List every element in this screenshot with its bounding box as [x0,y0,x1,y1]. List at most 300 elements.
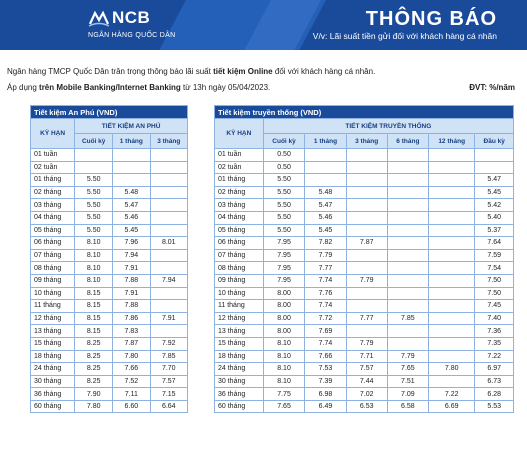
intro-line-1-bold: tiết kiệm Online [213,67,273,76]
rate-cell [428,149,474,162]
table-row [31,186,188,199]
rate-cell: 0.50 [263,161,305,174]
term-cell: 12 tháng [215,312,264,325]
rate-cell: 5.50 [75,174,113,187]
rate-cell: 7.88 [113,274,150,287]
table-row [31,312,188,325]
term-cell: 06 tháng [215,237,264,250]
term-cell: 11 tháng [31,300,75,313]
rate-cell: 8.15 [75,325,113,338]
rate-cell: 7.85 [387,312,428,325]
rate-cell [150,199,187,212]
column-header: 1 tháng [305,134,346,149]
rate-cell: 6.49 [305,400,346,413]
rate-cell: 6.97 [475,363,514,376]
rate-cell: 7.65 [387,363,428,376]
rate-cell: 8.00 [263,312,305,325]
rate-cell: 8.10 [75,262,113,275]
term-cell: 05 tháng [215,224,264,237]
rate-cell: 5.50 [75,211,113,224]
table-row [31,337,188,350]
term-cell: 36 tháng [31,388,75,401]
table-row [31,388,188,401]
rate-cell [346,300,387,313]
table-row [215,211,514,224]
rate-cell: 0.50 [263,149,305,162]
rate-cell: 7.79 [346,274,387,287]
rate-cell [150,262,187,275]
rate-cell: 7.74 [305,337,346,350]
term-cell: 07 tháng [215,249,264,262]
rate-cell [75,161,113,174]
term-cell: 09 tháng [31,274,75,287]
header-banner [0,0,527,50]
rate-cell [428,300,474,313]
table-row [31,211,188,224]
rate-cell: 5.45 [305,224,346,237]
term-cell: 15 tháng [215,337,264,350]
rate-cell: 7.76 [305,287,346,300]
table-title: Tiết kiệm An Phú (VND) [31,106,188,119]
term-cell: 13 tháng [215,325,264,338]
rate-cell: 5.53 [475,400,514,413]
table-row [215,174,514,187]
rate-cell: 5.48 [113,186,150,199]
rate-cell: 5.47 [475,174,514,187]
table-row [31,375,188,388]
table-row [215,287,514,300]
rate-cell: 7.22 [428,388,474,401]
rate-cell: 7.71 [346,350,387,363]
rate-cell: 7.70 [150,363,187,376]
rate-cell [387,237,428,250]
table-row [215,262,514,275]
rate-cell: 8.10 [263,363,305,376]
rate-cell [150,211,187,224]
rate-cell: 7.66 [305,350,346,363]
column-header: 3 tháng [150,134,187,149]
rate-cell: 7.80 [113,350,150,363]
rate-cell: 7.57 [346,363,387,376]
rate-cell: 7.72 [305,312,346,325]
rate-cell: 7.86 [113,312,150,325]
term-cell: 02 tuần [31,161,75,174]
rate-cell: 6.69 [428,400,474,413]
term-cell: 10 tháng [215,287,264,300]
rate-cell: 6.28 [475,388,514,401]
term-cell: 18 tháng [31,350,75,363]
term-cell: 06 tháng [31,237,75,250]
rate-cell: 8.25 [75,350,113,363]
rate-cell: 7.80 [428,363,474,376]
table-row [215,237,514,250]
table-row [215,312,514,325]
table-row [31,363,188,376]
page-subtitle: V/v: Lãi suất tiền gửi đối với khách hàng cá nhân [312,31,497,41]
rate-cell: 5.46 [305,211,346,224]
rate-cell: 7.54 [475,262,514,275]
rate-cell: 7.53 [305,363,346,376]
rate-cell: 7.95 [263,249,305,262]
rate-cell [428,325,474,338]
intro-line-1 [7,67,375,76]
rate-cell [428,375,474,388]
rate-cell [428,274,474,287]
table-row [31,161,188,174]
rate-cell [428,174,474,187]
rate-cell: 7.66 [113,363,150,376]
group-header: TIẾT KIỆM TRUYỀN THỐNG [263,119,513,134]
rate-cell: 8.15 [75,300,113,313]
term-cell: 01 tháng [215,174,264,187]
rate-cell: 7.44 [346,375,387,388]
term-cell: 01 tháng [31,174,75,187]
table-row [215,199,514,212]
term-cell: 03 tháng [215,199,264,212]
term-cell: 36 tháng [215,388,264,401]
rate-cell: 8.25 [75,337,113,350]
rate-cell [346,287,387,300]
table-row [31,224,188,237]
rate-cell: 7.39 [305,375,346,388]
term-cell: 30 tháng [215,375,264,388]
rate-cell: 8.10 [263,337,305,350]
rate-cell: 7.22 [475,350,514,363]
rate-cell: 7.11 [113,388,150,401]
term-cell: 02 tháng [31,186,75,199]
term-cell: 01 tuần [215,149,264,162]
rate-cell: 6.60 [113,400,150,413]
rate-cell [113,174,150,187]
rate-cell: 7.77 [346,312,387,325]
rate-cell: 5.45 [113,224,150,237]
table-row [31,174,188,187]
rate-cell [428,161,474,174]
term-cell: 13 tháng [31,325,75,338]
rate-cell: 7.02 [346,388,387,401]
column-header: 3 tháng [346,134,387,149]
rate-cell [150,186,187,199]
rate-cell [346,174,387,187]
rate-cell [346,149,387,162]
rate-cell [387,287,428,300]
rate-cell: 8.10 [263,350,305,363]
rate-cell: 7.52 [113,375,150,388]
term-cell: 04 tháng [31,211,75,224]
rate-cell [113,161,150,174]
rate-cell: 7.90 [75,388,113,401]
term-cell: 12 tháng [31,312,75,325]
rate-cell [428,312,474,325]
rate-cell [75,149,113,162]
rate-cell: 7.51 [387,375,428,388]
table-row [215,186,514,199]
term-cell: 04 tháng [215,211,264,224]
rate-cell [475,149,514,162]
rate-cell [428,350,474,363]
rate-cell [150,287,187,300]
rate-cell [428,262,474,275]
table-row [31,350,188,363]
intro-line-2-pre: Áp dụng [7,83,40,92]
rate-cell: 6.58 [387,400,428,413]
rate-cell: 7.77 [305,262,346,275]
rate-cell: 7.95 [263,274,305,287]
term-cell: 02 tháng [215,186,264,199]
rate-cell: 7.57 [150,375,187,388]
term-cell: 08 tháng [215,262,264,275]
ncb-logo-mark-icon [88,10,110,28]
rate-cell [150,300,187,313]
rate-cell: 8.00 [263,300,305,313]
term-cell: 24 tháng [31,363,75,376]
table-row [215,274,514,287]
rate-cell: 8.25 [75,363,113,376]
rate-cell: 6.98 [305,388,346,401]
rate-cell: 7.09 [387,388,428,401]
rate-cell: 8.10 [75,274,113,287]
rate-cell: 7.80 [75,400,113,413]
rate-cell: 5.50 [75,199,113,212]
term-cell: 07 tháng [31,249,75,262]
table-row [31,300,188,313]
table-row [215,400,514,413]
rate-cell [305,174,346,187]
term-cell: 09 tháng [215,274,264,287]
table-row [31,249,188,262]
rate-cell: 7.83 [113,325,150,338]
rate-cell: 7.79 [346,337,387,350]
rate-cell [346,211,387,224]
rate-cell: 7.59 [475,249,514,262]
rate-cell [346,262,387,275]
table-row [31,237,188,250]
term-cell: 11 tháng [215,300,264,313]
rate-cell [387,186,428,199]
rate-cell [305,149,346,162]
rate-cell [428,337,474,350]
table-row [31,287,188,300]
brand-name: NCB [112,8,151,27]
rate-cell: 7.69 [305,325,346,338]
column-header: Đầu kỳ [475,134,514,149]
rate-cell: 5.50 [75,186,113,199]
rate-cell: 6.64 [150,400,187,413]
rate-cell: 5.37 [475,224,514,237]
table-row [215,325,514,338]
rate-cell [150,149,187,162]
rate-cell: 8.10 [263,375,305,388]
rate-cell: 7.75 [263,388,305,401]
rate-cell [428,199,474,212]
rate-cell: 5.50 [263,186,305,199]
rate-cell: 7.79 [387,350,428,363]
rate-cell: 8.00 [263,325,305,338]
rate-cell: 5.47 [305,199,346,212]
table-row [31,400,188,413]
table-row [215,249,514,262]
rate-cell [387,249,428,262]
rate-cell: 7.45 [475,300,514,313]
table-row [31,274,188,287]
rate-cell: 8.10 [75,249,113,262]
rate-cell: 5.50 [263,199,305,212]
rate-cell: 5.47 [113,199,150,212]
rate-cell [305,161,346,174]
rate-cell [150,325,187,338]
rate-cell [346,199,387,212]
rate-cell [475,161,514,174]
rate-cell: 7.94 [113,249,150,262]
table-truyen-thong [214,105,514,413]
intro-line-2-bold: trên Mobile Banking/Internet Banking [39,83,181,92]
rate-cell: 7.79 [305,249,346,262]
rate-cell: 8.10 [75,237,113,250]
term-cell: 60 tháng [215,400,264,413]
rate-cell: 5.48 [305,186,346,199]
group-header: TIẾT KIỆM AN PHÚ [75,119,188,134]
rate-cell [387,199,428,212]
term-cell: 10 tháng [31,287,75,300]
rate-cell [387,262,428,275]
rate-cell: 8.01 [150,237,187,250]
rate-cell: 5.50 [263,224,305,237]
rate-cell [346,161,387,174]
column-header: 12 tháng [428,134,474,149]
rate-cell: 7.82 [305,237,346,250]
rate-cell [150,174,187,187]
column-header: Cuối kỳ [263,134,305,149]
rate-cell [150,224,187,237]
unit-label: ĐVT: %/năm [469,83,515,92]
rate-cell: 5.50 [75,224,113,237]
table-row [215,149,514,162]
term-cell: 30 tháng [31,375,75,388]
rate-cell: 7.64 [475,237,514,250]
rate-cell: 7.91 [113,287,150,300]
table-row [215,375,514,388]
table-row [215,350,514,363]
table-title: Tiết kiệm truyền thống (VND) [215,106,514,119]
table-row [215,337,514,350]
column-header: Cuối kỳ [75,134,113,149]
rate-cell: 7.88 [113,300,150,313]
rate-cell: 7.36 [475,325,514,338]
rate-cell: 7.50 [475,274,514,287]
rate-cell [346,224,387,237]
term-cell: 05 tháng [31,224,75,237]
table-row [31,149,188,162]
rate-cell [346,325,387,338]
intro-line-2-post: từ 13h ngày 05/04/2023. [180,83,271,92]
brand-subtitle: NGÂN HÀNG QUỐC DÂN [88,32,176,39]
rate-cell [387,274,428,287]
intro-line-2 [7,83,270,92]
column-header: 6 tháng [387,134,428,149]
table-row [31,199,188,212]
rate-cell: 8.15 [75,287,113,300]
rate-cell [428,237,474,250]
table-row [215,388,514,401]
rate-cell [428,211,474,224]
rate-cell: 7.15 [150,388,187,401]
rate-cell: 8.15 [75,312,113,325]
term-cell: 15 tháng [31,337,75,350]
rate-cell: 8.25 [75,375,113,388]
rate-cell: 7.96 [113,237,150,250]
rate-cell [150,161,187,174]
rate-cell: 5.45 [475,186,514,199]
table-row [215,300,514,313]
rate-cell: 7.95 [263,262,305,275]
term-header: KỲ HẠN [31,119,75,149]
rate-cell: 7.87 [113,337,150,350]
rate-cell: 7.65 [263,400,305,413]
rate-cell: 7.92 [150,337,187,350]
ncb-logo[interactable] [88,8,188,42]
rate-cell [387,325,428,338]
table-row [215,224,514,237]
column-header: 1 tháng [113,134,150,149]
term-cell: 01 tuần [31,149,75,162]
rate-cell [387,300,428,313]
rate-cell [428,249,474,262]
rate-cell [387,337,428,350]
rate-cell: 7.91 [150,312,187,325]
rate-cell [346,186,387,199]
rate-cell [428,224,474,237]
rate-cell: 5.40 [475,211,514,224]
intro-line-1-pre: Ngân hàng TMCP Quốc Dân trân trọng thông báo lãi suất [7,67,214,76]
rate-cell: 7.50 [475,287,514,300]
rate-cell [428,287,474,300]
rate-cell: 7.85 [150,350,187,363]
rate-cell: 7.91 [113,262,150,275]
rate-cell: 7.95 [263,237,305,250]
rate-cell: 6.73 [475,375,514,388]
intro-line-1-post: đối với khách hàng cá nhân. [272,67,376,76]
rate-cell: 7.35 [475,337,514,350]
rate-cell: 5.42 [475,199,514,212]
term-cell: 02 tuần [215,161,264,174]
rate-cell [387,161,428,174]
term-cell: 24 tháng [215,363,264,376]
rate-cell [387,174,428,187]
term-cell: 03 tháng [31,199,75,212]
rate-cell [428,186,474,199]
rate-cell: 8.00 [263,287,305,300]
rate-cell [346,249,387,262]
rate-cell [113,149,150,162]
page-title: THÔNG BÁO [365,8,497,30]
rate-cell: 5.50 [263,211,305,224]
rate-cell: 7.94 [150,274,187,287]
rate-cell: 6.53 [346,400,387,413]
rate-cell [150,249,187,262]
rate-cell: 7.74 [305,300,346,313]
table-row [215,363,514,376]
table-row [215,161,514,174]
rate-cell: 7.87 [346,237,387,250]
table-an-phu [30,105,188,413]
rate-cell [387,211,428,224]
term-cell: 08 tháng [31,262,75,275]
term-cell: 18 tháng [215,350,264,363]
rate-cell: 5.50 [263,174,305,187]
rate-cell [387,149,428,162]
rate-cell: 5.46 [113,211,150,224]
term-header: KỲ HẠN [215,119,264,149]
